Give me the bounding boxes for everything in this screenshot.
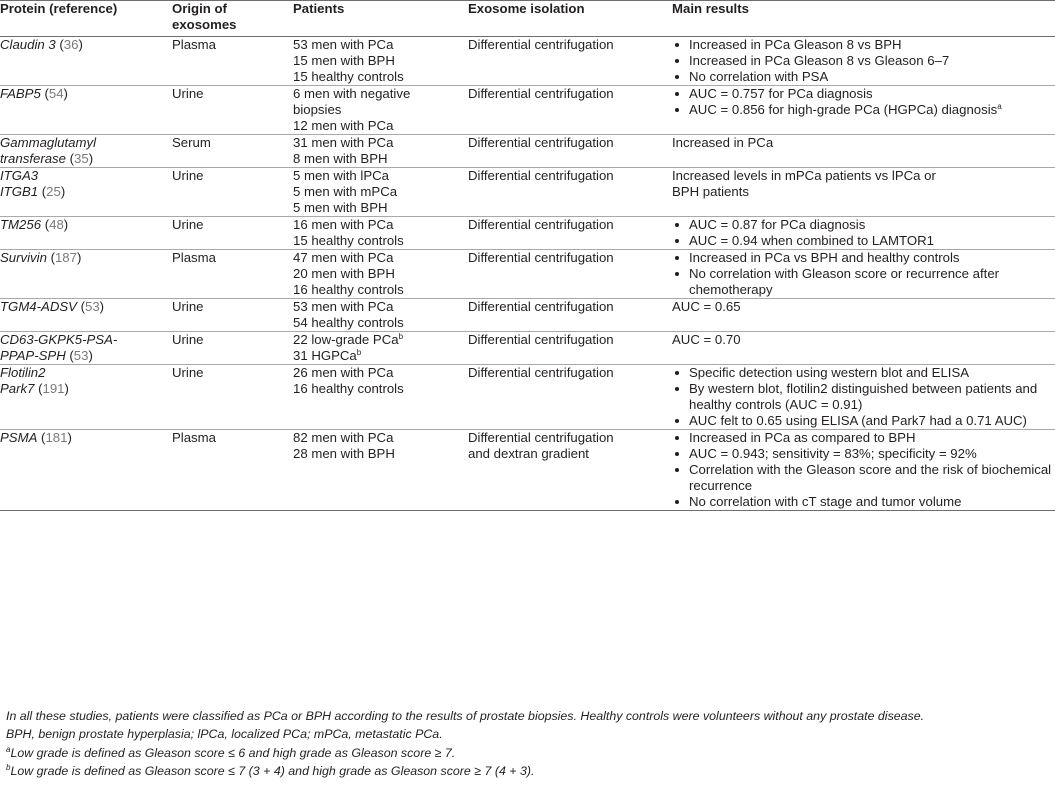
footnote-marker: b <box>398 332 404 341</box>
results-list <box>672 430 1055 510</box>
isolation-line: Differential centrifugation <box>468 332 614 347</box>
result-item <box>672 446 1055 462</box>
origin-cell: Serum <box>172 135 211 150</box>
patients-line <box>293 250 468 266</box>
patients-line <box>293 184 468 200</box>
footnote-marker: b <box>356 348 362 357</box>
protein-name: Gammaglutamyl <box>0 135 97 150</box>
results-list <box>672 37 1055 85</box>
patients-line <box>293 118 468 134</box>
result-text: Increased in PCa as compared to BPH <box>689 430 916 445</box>
patients-cell <box>293 365 468 430</box>
results-list <box>672 86 1055 118</box>
result-item <box>672 266 1055 298</box>
patients-text: 26 men with PCa <box>293 365 394 380</box>
patients-cell <box>293 332 468 365</box>
table-row <box>0 37 1055 86</box>
result-item <box>672 37 1055 53</box>
patients-cell <box>293 217 468 250</box>
footnote-marker: a <box>6 744 11 754</box>
patients-line <box>293 299 468 315</box>
result-item <box>672 413 1055 429</box>
isolation-line: Differential centrifugation <box>468 135 614 150</box>
protein-line: PSMA (181) <box>0 430 72 445</box>
table-row <box>0 299 1055 332</box>
patients-text: 5 men with mPCa <box>293 184 398 199</box>
result-item <box>672 250 1055 266</box>
protein-name: Claudin 3 <box>0 37 56 52</box>
patients-line <box>293 365 468 381</box>
protein-line: transferase (35) <box>0 151 94 166</box>
patients-text: 28 men with BPH <box>293 446 395 461</box>
protein-line <box>0 365 172 381</box>
patients-line <box>293 69 468 85</box>
protein-name: ITGA3 <box>0 168 39 183</box>
patients-text: 31 HGPCa <box>293 348 357 363</box>
table-row <box>0 332 1055 365</box>
patients-line <box>293 446 468 462</box>
table-footnotes <box>6 707 1046 781</box>
origin-cell: Urine <box>172 299 204 314</box>
patients-cell <box>293 86 468 135</box>
protein-cell <box>0 250 172 299</box>
origin-cell: Plasma <box>172 250 216 265</box>
patients-line <box>293 200 468 216</box>
patients-text: 15 healthy controls <box>293 233 404 248</box>
patients-text: 12 men with PCa <box>293 118 394 133</box>
results-cell <box>672 430 1055 511</box>
protein-name: Flotilin2 <box>0 365 46 380</box>
protein-line: ITGB1 (25) <box>0 184 66 199</box>
result-text: No correlation with Gleason score or recurrence after chemotherapy <box>689 266 1000 297</box>
results-cell <box>672 37 1055 86</box>
patients-line <box>293 233 468 249</box>
patients-text: 15 men with BPH <box>293 53 395 68</box>
results-cell <box>672 299 1055 332</box>
results-cell <box>672 168 1055 217</box>
footnote-text: BPH, benign prostate hyperplasia; lPCa, localized PCa; mPCa, metastatic PCa. <box>6 727 443 742</box>
results-list <box>672 217 1055 249</box>
patients-cell <box>293 430 468 511</box>
reference-number: 35 <box>74 151 89 166</box>
isolation-cell <box>468 299 672 332</box>
result-text: BPH patients <box>672 184 749 199</box>
footnote-marker: a <box>997 102 1002 111</box>
header-isolation: Exosome isolation <box>468 1 672 37</box>
isolation-line: Differential centrifugation <box>468 365 614 380</box>
reference-number: 36 <box>63 37 79 52</box>
protein-name: transferase <box>0 151 66 166</box>
result-text: AUC = 0.856 for high-grade PCa (HGPCa) diagnosis <box>689 102 998 117</box>
patients-text: 20 men with BPH <box>293 266 395 281</box>
result-text: Increased in PCa <box>672 135 774 150</box>
result-item <box>672 217 1055 233</box>
protein-line: TM256 (48) <box>0 217 69 232</box>
result-item <box>672 86 1055 102</box>
isolation-cell <box>468 168 672 217</box>
patients-text: 53 men with PCa <box>293 299 394 314</box>
protein-name: PPAP-SPH <box>0 348 66 363</box>
results-cell <box>672 250 1055 299</box>
patients-cell <box>293 37 468 86</box>
isolation-cell <box>468 37 672 86</box>
result-text: AUC = 0.94 when combined to LAMTOR1 <box>689 233 934 248</box>
origin-cell: Urine <box>172 365 204 380</box>
origin-cell: Urine <box>172 332 204 347</box>
table-row <box>0 168 1055 217</box>
patients-line <box>293 102 468 118</box>
result-text: Increased in PCa Gleason 8 vs Gleason 6–7 <box>689 53 950 68</box>
result-text: AUC = 0.757 for PCa diagnosis <box>689 86 873 101</box>
patients-text: 31 men with PCa <box>293 135 394 150</box>
protein-name: TGM4-ADSV <box>0 299 77 314</box>
protein-name: TM256 <box>0 217 42 232</box>
patients-cell <box>293 250 468 299</box>
patients-text: 6 men with negative <box>293 86 411 101</box>
footnote-line <box>6 762 1046 780</box>
result-item <box>672 381 1055 413</box>
origin-cell: Urine <box>172 86 204 101</box>
patients-line <box>293 135 468 151</box>
patients-text: 82 men with PCa <box>293 430 394 445</box>
origin-cell: Urine <box>172 168 204 183</box>
results-cell <box>672 332 1055 365</box>
result-text: By western blot, flotilin2 distinguished between patients and healthy controls (AUC = 0.91) <box>689 381 1038 412</box>
table-header-row <box>0 1 1055 37</box>
origin-cell: Plasma <box>172 37 216 52</box>
reference-number: 53 <box>85 299 100 314</box>
protein-cell <box>0 365 172 430</box>
patients-line <box>293 53 468 69</box>
result-text: Increased in PCa Gleason 8 vs BPH <box>689 37 902 52</box>
result-item <box>672 494 1055 510</box>
footnote-text: Low grade is defined as Gleason score ≤ 6 and high grade as Gleason score ≥ 7. <box>10 745 456 760</box>
isolation-line: Differential centrifugation <box>468 86 614 101</box>
patients-line <box>293 37 468 53</box>
protein-name: Park7 <box>0 381 35 396</box>
footnote-line <box>6 725 1046 743</box>
patients-line <box>293 282 468 298</box>
result-item <box>672 430 1055 446</box>
footnote-line <box>6 744 1046 762</box>
footnote-text: In all these studies, patients were classified as PCa or BPH according to the results of prostate biopsies. Healthy controls were volunteers without any prostate disease. <box>6 709 925 723</box>
isolation-line: Differential centrifugation <box>468 37 614 52</box>
protein-cell <box>0 168 172 217</box>
patients-text: 5 men with lPCa <box>293 168 390 183</box>
header-patients: Patients <box>293 1 468 37</box>
patients-text: 16 men with PCa <box>293 217 394 232</box>
protein-line: Park7 (191) <box>0 381 69 396</box>
footnote-line <box>6 707 1046 725</box>
origin-cell: Plasma <box>172 430 216 445</box>
patients-line <box>293 168 468 184</box>
isolation-line: Differential centrifugation <box>468 299 614 314</box>
patients-cell <box>293 135 468 168</box>
table-row <box>0 365 1055 430</box>
table-row <box>0 86 1055 135</box>
patients-text: 22 low-grade PCa <box>293 332 399 347</box>
result-item <box>672 365 1055 381</box>
result-item <box>672 69 1055 85</box>
protein-line: Survivin (187) <box>0 250 82 265</box>
result-text: Specific detection using western blot and ELISA <box>689 365 970 380</box>
table-row <box>0 430 1055 511</box>
patients-line <box>293 86 468 102</box>
reference-number: 25 <box>46 184 61 199</box>
results-cell <box>672 135 1055 168</box>
results-cell <box>672 217 1055 250</box>
patients-line <box>293 332 468 348</box>
isolation-cell <box>468 250 672 299</box>
patients-line <box>293 266 468 282</box>
result-text: AUC = 0.87 for PCa diagnosis <box>689 217 866 232</box>
protein-name: FABP5 <box>0 86 41 101</box>
protein-line <box>0 332 172 348</box>
protein-name: ITGB1 <box>0 184 39 199</box>
isolation-cell <box>468 332 672 365</box>
patients-line <box>293 217 468 233</box>
patients-text: 8 men with BPH <box>293 151 388 166</box>
reference-number: 191 <box>42 381 65 396</box>
protein-cell <box>0 37 172 86</box>
header-origin-line2: exosomes <box>172 17 237 32</box>
patients-cell <box>293 168 468 217</box>
isolation-line: Differential centrifugation <box>468 168 614 183</box>
reference-number: 53 <box>73 348 89 363</box>
protein-cell <box>0 430 172 511</box>
isolation-cell <box>468 86 672 135</box>
patients-line <box>293 348 468 364</box>
header-origin-line1: Origin of <box>172 1 227 16</box>
patients-text: 16 healthy controls <box>293 282 404 297</box>
footnote-text: Low grade is defined as Gleason score ≤ 7 (3 + 4) and high grade as Gleason score ≥ 7 (4 + 3). <box>10 764 535 779</box>
protein-name: Survivin <box>0 250 47 265</box>
isolation-cell <box>468 430 672 511</box>
isolation-line: Differential centrifugation <box>468 250 614 265</box>
result-item <box>672 102 1055 118</box>
patients-line <box>293 151 468 167</box>
isolation-cell <box>468 217 672 250</box>
isolation-cell <box>468 135 672 168</box>
header-results: Main results <box>672 1 1055 37</box>
table-row <box>0 217 1055 250</box>
result-item <box>672 462 1055 494</box>
protein-name: CD63-GKPK5-PSA- <box>0 332 118 347</box>
protein-cell <box>0 332 172 365</box>
table-row <box>0 250 1055 299</box>
patients-text: 16 healthy controls <box>293 381 404 396</box>
reference-number: 187 <box>54 250 77 265</box>
protein-line: FABP5 (54) <box>0 86 68 101</box>
result-text: AUC felt to 0.65 using ELISA (and Park7 had a 0.71 AUC) <box>689 413 1027 428</box>
protein-line: TGM4-ADSV (53) <box>0 299 105 314</box>
results-cell <box>672 86 1055 135</box>
isolation-cell <box>468 365 672 430</box>
reference-number: 48 <box>49 217 64 232</box>
patients-text: 5 men with BPH <box>293 200 388 215</box>
protein-cell <box>0 299 172 332</box>
result-text: AUC = 0.70 <box>672 332 741 347</box>
patients-text: 53 men with PCa <box>293 37 394 52</box>
results-list <box>672 250 1055 298</box>
protein-cell <box>0 135 172 168</box>
table-row <box>0 135 1055 168</box>
protein-line: PPAP-SPH (53) <box>0 348 93 363</box>
result-text: AUC = 0.65 <box>672 299 741 314</box>
protein-name: PSMA <box>0 430 38 445</box>
patients-text: 47 men with PCa <box>293 250 394 265</box>
result-text: No correlation with cT stage and tumor volume <box>689 494 962 509</box>
header-protein: Protein (reference) <box>0 1 172 37</box>
results-cell <box>672 365 1055 430</box>
isolation-line: and dextran gradient <box>468 446 589 461</box>
protein-cell <box>0 217 172 250</box>
isolation-line: Differential centrifugation <box>468 430 614 445</box>
protein-line <box>0 168 172 184</box>
origin-cell: Urine <box>172 217 204 232</box>
patients-line <box>293 381 468 397</box>
patients-text: 15 healthy controls <box>293 69 404 84</box>
result-text: Increased levels in mPCa patients vs lPCa or <box>672 168 936 183</box>
reference-number: 181 <box>45 430 68 445</box>
table-body <box>0 37 1055 511</box>
patients-line <box>293 430 468 446</box>
result-item <box>672 233 1055 249</box>
result-item <box>672 53 1055 69</box>
patients-cell <box>293 299 468 332</box>
result-text: No correlation with PSA <box>689 69 829 84</box>
protein-line: Claudin 3 (36) <box>0 37 83 52</box>
results-list <box>672 365 1055 429</box>
protein-cell <box>0 86 172 135</box>
result-text: Increased in PCa vs BPH and healthy controls <box>689 250 960 265</box>
reference-number: 54 <box>48 86 64 101</box>
result-text: AUC = 0.943; sensitivity = 83%; specificity = 92% <box>689 446 977 461</box>
header-origin <box>172 1 293 37</box>
result-text: Correlation with the Gleason score and the risk of biochemical recurrence <box>689 462 1052 493</box>
protein-line <box>0 135 172 151</box>
patients-text: biopsies <box>293 102 342 117</box>
isolation-line: Differential centrifugation <box>468 217 614 232</box>
patients-line <box>293 315 468 331</box>
footnote-marker: b <box>6 763 11 773</box>
patients-text: 54 healthy controls <box>293 315 404 330</box>
